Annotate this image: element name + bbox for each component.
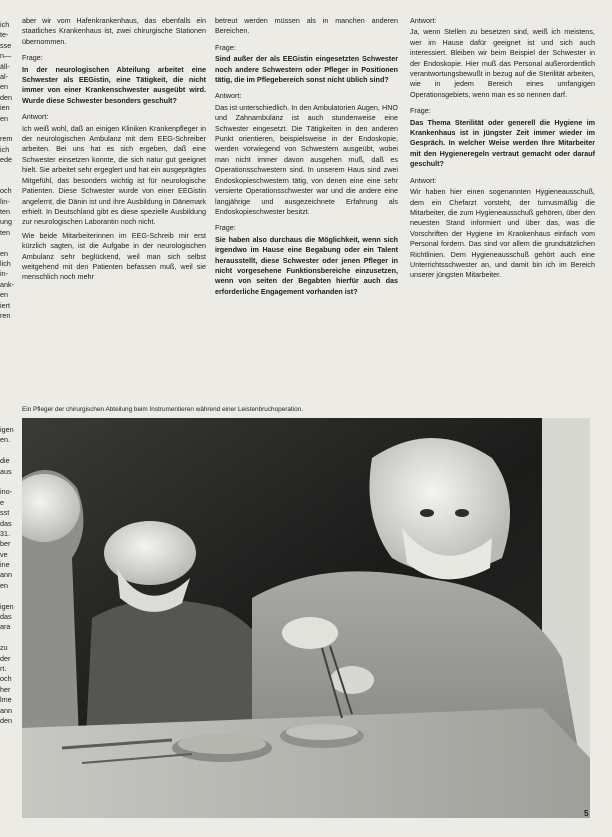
fragment-line: ien	[0, 103, 10, 113]
fragment-line: och	[0, 674, 12, 684]
fragment-line: ara	[0, 622, 11, 632]
answer-label: Antwort:	[410, 16, 437, 25]
fragment-line	[0, 176, 17, 186]
left-column-fragments-lower	[0, 425, 17, 726]
fragment-line: ten	[0, 227, 10, 237]
article-column-1	[22, 16, 206, 286]
fragment-line: iert	[0, 300, 10, 310]
question-label: Frage:	[215, 223, 236, 233]
fragment-line: der	[0, 653, 11, 663]
fragment-line: en.	[0, 435, 10, 445]
fragment-line	[0, 633, 17, 643]
fragment-line: och	[0, 186, 12, 196]
fragment-line: ber	[0, 539, 11, 549]
fragment-line: en	[0, 82, 8, 92]
fragment-line: lin-	[0, 196, 10, 206]
fragment-line: al-	[0, 71, 8, 81]
fragment-line: en	[0, 290, 8, 300]
interview-answer: Ich weiß wohl, daß an einigen Kliniken Krankenpfleger in der neurologischen Ambulanz mit dem EEG-Schreiber arbeiten. Bei uns hat es sich ergeben, daß eine Schwester einsetzen konnte, die sich natur gut geeignet hielt. Sie arbeitet sehr ergeglert und hat ein ausgeprägtes Mitgefühl, das besonders wichtig ist für neurologische Patienten. Diese Schwester wurde von einer EEGistin angelernt, die Dänin ist und ihre Ausbildung in Dänemark erhielt. In Deutschland gibt es diese spezielle Ausbildung zur neurologischen Laborantin noch nicht.	[22, 123, 206, 227]
fragment-line: die	[0, 456, 10, 466]
article-column-3	[410, 16, 595, 284]
fragment-line: ich	[0, 144, 10, 154]
answer-label: Antwort:	[215, 91, 242, 101]
fragment-line: den	[0, 92, 12, 102]
fragment-line: lme	[0, 695, 12, 705]
interview-question: In der neurologischen Abteilung arbeitet eine Schwester als EEGistin, eine Tätigkeit, die nicht immer von einer Krankenschwester ausgeübt wird. Wurde diese Schwester besonders geschult?	[22, 64, 206, 105]
question-label: Frage:	[410, 106, 431, 116]
fragment-line: ten	[0, 207, 10, 217]
fragment-line: den	[0, 715, 12, 725]
interview-answer: Wir haben hier einen sogenannten Hygieneausschuß, dem ein Chefarzt vorsteht, der turnusmäßig die Mitarbeiter, die zum Hygieneausschuß gehören, über den neuesten Stand informiert und über das, was die Vorschriften der Hygiene im Krankenhaus einfach vom Personal fordern. Das sind vor allem die grundsätzlichen Richtlinien. Dem Hygieneausschuß gehört auch eine Unterrichtsschwester an, und damit bin ich im Bereich unserer jüngsten Mitarbeiter.	[410, 187, 595, 280]
fragment-line: ann	[0, 705, 12, 715]
interview-question: Sind außer der als EEGistin eingesetzten Schwester noch andere Schwestern oder Pfleger in Positionen tätig, die im Pflegebereich sonst nicht üblich sind?	[215, 54, 398, 85]
fragment-line	[0, 446, 17, 456]
fragment-line: e	[0, 497, 4, 507]
fragment-line: sst	[0, 508, 10, 518]
fragment-line: ino-	[0, 487, 12, 497]
photo-caption: Ein Pfleger der chirurgischen Abteilung beim Instrumentieren während einer Leistenbruchoperation.	[22, 406, 303, 413]
fragment-line: sse	[0, 40, 12, 50]
fragment-line: en	[0, 113, 8, 123]
fragment-line: igen	[0, 425, 14, 434]
interview-answer: Das ist unterschiedlich. In den Ambulatorien Augen, HNO und Zahnambulanz ist auch stundenweise eine Schwester eingesetzt. Die Tätigkeiten in den anderen Punkt orientieren, beispielsweise in der Endoskopie, werden vorwiegend von Schwestern ausgeübt, wobei man nicht immer davon ausgehen muß, daß es Operationsschwestern sind. In unserem Haus sind zwei Endoskopieschwestern tätig, von denen eine eine sehr versierte Operationsschwester war und die andere eine langjährige und ausgezeichnete Erfahrung als Endoskopieschwester besitzt.	[215, 102, 398, 216]
fragment-line: das	[0, 518, 12, 528]
left-column-fragments-upper	[0, 20, 17, 321]
fragment-line: rt.	[0, 663, 7, 673]
answer-label: Antwort:	[22, 112, 49, 122]
page-number: 5	[584, 809, 589, 818]
fragment-line: ann	[0, 570, 12, 580]
fragment-line: te-	[0, 30, 9, 40]
interview-answer: Ja, wenn Stellen zu besetzen sind, weiß ich meistens, wer im Hause dafür geeignet ist und sich auch interessiert. Bleiben wir beim Beispiel der Schwester in der Endoskopie. Hier muß das Personal außerordentlich verantwortungsbewußt in bezug auf die Sterilität arbeiten, wie in jedem Bereich eines umfangigen Operationsgebiets, wenn man es so nennen darf.	[410, 27, 595, 99]
question-label: Frage:	[215, 42, 236, 52]
fragment-line: ank-	[0, 279, 14, 289]
fragment-line: in-	[0, 269, 8, 279]
column1-intro: aber wir vom Hafenkrankenhaus, das ebenfalls ein staatliches Krankenhaus ist, zwei chirurgische Stationen übernommen.	[22, 16, 206, 46]
fragment-line: aus	[0, 466, 12, 476]
fragment-line: zu	[0, 643, 8, 653]
fragment-line: her	[0, 684, 11, 694]
fragment-line: ede	[0, 155, 12, 165]
fragment-line: ung	[0, 217, 12, 227]
fragment-line: ve	[0, 549, 8, 559]
interview-question: Sie haben also durchaus die Möglichkeit, wenn sich irgendwo im Hause eine Begabung oder ein Talent herausstellt, diese Schwester oder jenen Pfleger in nicht vorgesehene Funktionsbereiche einzusetzen, wenn von seiten der Begabten hierfür auch das erforderliche Engagement vorhanden ist?	[215, 234, 398, 296]
fragment-line	[0, 477, 17, 487]
operation-photo	[22, 418, 590, 818]
fragment-line: äll-	[0, 61, 10, 71]
fragment-line	[0, 238, 17, 248]
fragment-line: ren	[0, 310, 11, 320]
interview-answer: Wie beide Mitarbeiterinnen im EEG-Schreib mir erst kürzlich sagten, ist die Aufgabe in der neurologischen Ambulanz sehr beglückend, weil man sich selbst weitgehend mit den Patienten befassen muß, weil sie menschlich noch mehr	[22, 230, 206, 282]
fragment-line: das	[0, 612, 12, 622]
fragment-line	[0, 591, 17, 601]
fragment-line: lich	[0, 258, 11, 268]
fragment-line: en	[0, 248, 8, 258]
fragment-line: n—	[0, 51, 12, 61]
article-column-2	[215, 16, 398, 300]
question-label: Frage:	[22, 53, 43, 63]
column2-intro: betreut werden müssen als in manchen anderen Bereichen.	[215, 16, 398, 36]
interview-question: Das Thema Sterilität oder generell die Hygiene im Krankenhaus ist in jüngster Zeit immer wieder im Gespräch. In welcher Weise werden Ihre Mitarbeiter mit den Hygieneregeln vertraut gemacht oder darauf geschult?	[410, 117, 595, 169]
fragment-line	[0, 165, 17, 175]
fragment-line: en	[0, 580, 8, 590]
fragment-line: ich	[0, 20, 10, 29]
fragment-line	[0, 124, 17, 134]
answer-label: Antwort:	[410, 175, 437, 185]
fragment-line: rem	[0, 134, 13, 144]
fragment-line: igen	[0, 601, 14, 611]
fragment-line: ine	[0, 560, 10, 570]
fragment-line: 31.	[0, 528, 10, 538]
